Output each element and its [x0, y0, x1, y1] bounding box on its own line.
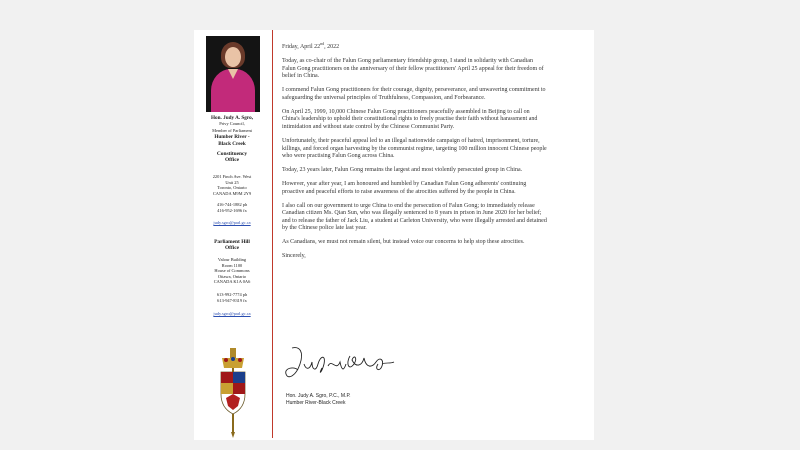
constituency-heading-line1: Constituency: [216, 151, 248, 157]
address-line: Room 1100: [221, 262, 243, 268]
parliament-fax: 613-947-8319 fx: [217, 297, 247, 303]
address-line: Valour Building: [217, 257, 247, 262]
letter-paragraph: However, year after year, I am honoured and humbled by Canadian Falun Gong adherents' continuing proactive and peaceful efforts to raise awareness of the atrocities suffered by the people in China.: [282, 181, 527, 195]
letterhead-sidebar: [194, 30, 270, 440]
letterhead-divider: [272, 30, 273, 438]
date-text: Friday, April 22: [282, 44, 321, 50]
constituency-phone: 416-744-1882 ph: [216, 202, 248, 207]
signatory-block: [286, 393, 351, 406]
parliament-address: [194, 257, 270, 285]
address-line: Ottawa, Ontario: [217, 273, 247, 279]
letter-paragraph: Unfortunately, their peaceful appeal led to an illegal nationwide campaign of hatred, imprisonment, torture, killings, and forced organ harvesting by the communist regime, targeting 100 million innocent Chinese people who were practising Falun Gong across China.: [282, 137, 547, 160]
letter-page: [194, 30, 594, 440]
handwritten-signature: [282, 342, 402, 386]
constituency-address: [194, 174, 270, 196]
letter-paragraph: On April 25, 1999, 10,000 Chinese Falun Gong practitioners peacefully assembled in Beijing to call on China's leadership to uphold their constitutional rights to freely practise their faith without harassment and intimidation and without state control by the Chinese Communist Party.: [282, 108, 538, 130]
address-line: CANADA K1A 0A6: [213, 279, 251, 285]
mp-name: Hon. Judy A. Sgro,: [211, 115, 253, 121]
mp-title-privy: Privy Council,: [219, 121, 245, 127]
date-year: , 2022: [324, 44, 340, 50]
constituency-heading: [194, 151, 270, 164]
date-suffix: nd: [320, 41, 325, 46]
parliament-heading: [194, 239, 270, 252]
mp-portrait-photo: [206, 36, 260, 112]
address-line: Unit 25: [225, 179, 239, 185]
parliament-heading-line2: Office: [224, 245, 240, 252]
mp-riding-line1: Humber River -: [214, 134, 250, 141]
parliament-phone: 613-992-7774 ph: [216, 292, 248, 297]
signatory-name: Hon. Judy A. Sgro, P.C., M.P.: [286, 393, 351, 399]
constituency-email-link[interactable]: judy.sgro@parl.gc.ca: [213, 220, 251, 225]
mp-title-member: Member of Parliament: [212, 127, 252, 133]
address-line: House of Commons: [214, 268, 250, 274]
letter-date: [282, 40, 547, 52]
constituency-heading-line2: Office: [224, 157, 240, 164]
letter-paragraph: I commend Falun Gong practitioners for their courage, dignity, perseverance, and unwavering commitment to safeguarding the universal principles of Truthfulness, Compassion, and Forbearance.: [282, 87, 546, 101]
letter-body: [282, 40, 547, 267]
signatory-riding: Humber River-Black Creek: [286, 399, 346, 406]
constituency-fax: 416-952-1696 fx: [217, 207, 247, 213]
house-of-commons-crest-icon: [216, 348, 250, 438]
letter-paragraph: Today, as co-chair of the Falun Gong parliamentary friendship group, I stand in solidarity with Canadian Falun Gong practitioners on the anniversary of their fellow practitioners' April 25 appeal for their freedom of belief in China.: [282, 57, 544, 80]
constituency-contact: [194, 202, 270, 213]
letter-paragraph: As Canadians, we must not remain silent, but instead voice our concerns to help stop these atrocities.: [282, 239, 525, 246]
address-line: CANADA M9M 2Y9: [212, 190, 252, 196]
parliament-contact: [194, 292, 270, 303]
parliament-email-link[interactable]: judy.sgro@parl.gc.ca: [213, 311, 251, 316]
address-line: Toronto, Ontario: [217, 185, 247, 191]
mp-name-block: [194, 115, 270, 147]
parliament-heading-line1: Parliament Hill: [214, 239, 250, 245]
letter-paragraph: I also call on our government to urge China to end the persecution of Falun Gong; to immediately release Canadian citizen Ms. Qian Sun, who was illegally sentenced to 8 years in prison in June 2020 for her belief; and to release the father of Jack Liu, a student at Carleton University, who were illegally arrested and detained by the Chinese police late last year.: [282, 202, 547, 232]
letter-paragraph: Today, 23 years later, Falun Gong remains the largest and most violently persecuted group in China.: [282, 167, 523, 174]
address-line: 2201 Finch Ave. West: [212, 174, 252, 179]
letter-closing: Sincerely,: [282, 253, 306, 260]
mp-riding-line2: Black Creek: [218, 140, 246, 147]
